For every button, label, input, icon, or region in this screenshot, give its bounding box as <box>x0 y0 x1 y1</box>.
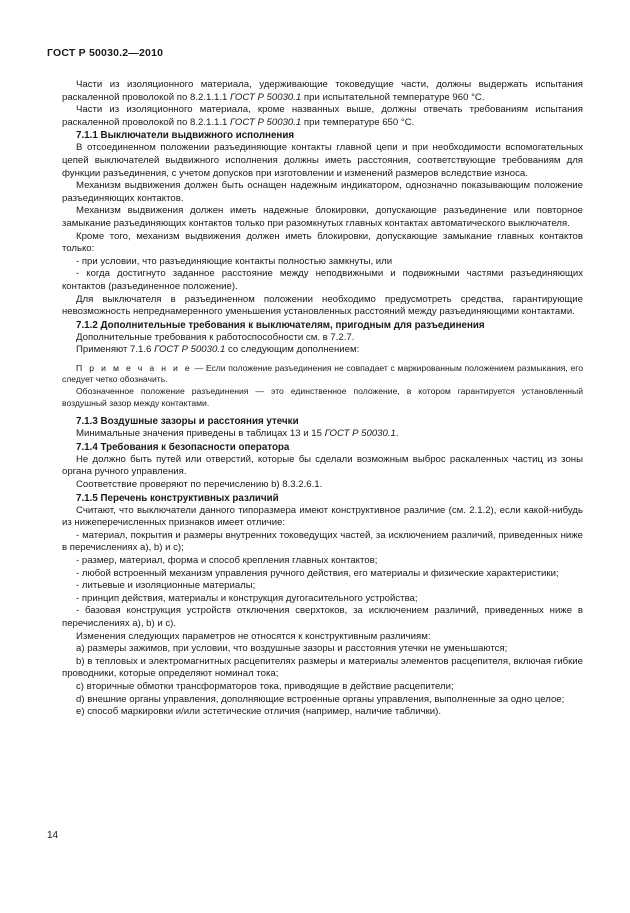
paragraph <box>62 294 583 319</box>
note-block <box>62 363 583 386</box>
paragraph <box>62 643 583 656</box>
text-run: Соответствие проверяют по перечислению b) 8.3.2.6.1. <box>76 479 323 491</box>
section-heading: 7.1.5 Перечень конструктивных различий <box>76 492 279 504</box>
text-run: при температуре 650 °С. <box>301 116 415 128</box>
text-run: Обозначенное положение разъединения — это единственное положение, в котором гарантируется установленный воздушный зазор между контактами. <box>62 386 583 408</box>
section-heading: 7.1.3 Воздушные зазоры и расстояния утечки <box>76 416 299 428</box>
section-heading: 7.1.4 Требования к безопасности оператора <box>76 441 290 453</box>
text-run: Дополнительные требования к работоспособности см. в 7.2.7. <box>76 331 355 343</box>
paragraph <box>62 344 583 357</box>
text-run: со следующим дополнением: <box>225 344 360 356</box>
text-run: Кроме того, механизм выдвижения должен иметь блокировки, допускающие замыкание главных контактов только: <box>62 230 583 255</box>
paragraph <box>62 694 583 707</box>
text-run: Для выключателя в разъединенном положении необходимо предусмотреть средства, гарантирующие невозможность непреднамеренного уменьшения установленных расстояний между разъединяющими контактами. <box>62 293 583 318</box>
text-run: - любой встроенный механизм управления ручного действия, его материалы и физические характеристики; <box>76 567 559 579</box>
standard-reference: ГОСТ Р 50030.1 <box>324 428 396 440</box>
paragraph <box>62 332 583 345</box>
paragraph <box>62 530 583 555</box>
paragraph <box>62 454 583 479</box>
text-run: Механизм выдвижения должен быть оснащен надежным индикатором, однозначно показывающим положение разъединяющих контактов. <box>62 180 583 204</box>
paragraph <box>62 142 583 180</box>
paragraph <box>62 268 583 293</box>
text-run: Механизм выдвижения должен иметь надежные блокировки, допускающие разъединение или повторное замыкание разъединяющих контактов только при разомкнутых главных контактах автоматического выключателя. <box>62 205 583 229</box>
page-header-title: ГОСТ Р 50030.2—2010 <box>47 47 164 59</box>
text-run: - принцип действия, материалы и конструкция дугогасительного устройства; <box>76 592 418 604</box>
standard-reference: ГОСТ Р 50030.1 <box>230 91 302 103</box>
note-block <box>62 386 583 409</box>
text-run: - базовая конструкция устройств отключения сверхтоков, за исключением различий, приведенных ниже в перечислениях а), b) и с). <box>62 605 583 629</box>
paragraph <box>62 605 583 630</box>
note-label: П р и м е ч а н и е <box>76 362 192 373</box>
paragraph <box>62 79 583 104</box>
text-run: Части из изоляционного материала, удерживающие токоведущие части, должны выдержать испытания раскаленной проволокой по 8.2.1.1.1 <box>62 79 583 103</box>
text-run: d) внешние органы управления, дополняющие встроенные органы управления, выполненные за одно целое; <box>76 693 565 705</box>
paragraph <box>62 256 583 269</box>
text-run: Изменения следующих параметров не относятся к конструктивным различиям: <box>76 630 431 642</box>
text-run: — Если положение разъединения не совпадает с маркированным положением размыкания, его следует четко обозначить. <box>62 362 583 385</box>
text-run: Минимальные значения приведены в таблицах 13 и 15 <box>76 428 325 440</box>
paragraph <box>62 180 583 205</box>
paragraph <box>62 681 583 694</box>
text-run: Не должно быть путей или отверстий, которые бы сделали возможным выброс раскаленных частиц из зоны органа ручного управления. <box>62 453 583 478</box>
standard-reference: ГОСТ Р 50030.1 <box>154 344 226 356</box>
paragraph <box>62 104 583 129</box>
text-run: . <box>395 428 399 440</box>
text-run: Считают, что выключатели данного типоразмера имеют конструктивное различие (см. 2.1.2), если какой-нибудь из нижеперечисленных признаков имеет отличие: <box>62 504 583 529</box>
paragraph <box>62 580 583 593</box>
paragraph <box>62 656 583 681</box>
paragraph <box>62 505 583 530</box>
paragraph <box>62 568 583 581</box>
text-run: при испытательной температуре 960 °С. <box>301 91 485 103</box>
paragraph <box>62 593 583 606</box>
section-heading: 7.1.2 Дополнительные требования к выключателям, пригодным для разъединения <box>76 319 485 331</box>
paragraph <box>62 205 583 230</box>
text-run: е) способ маркировки и/или эстетические отличия (например, наличие таблички). <box>76 706 441 718</box>
text-run: с) вторичные обмотки трансформаторов тока, приводящие в действие расцепители; <box>76 680 454 692</box>
paragraph <box>62 479 583 492</box>
page-number: 14 <box>47 830 59 841</box>
document-body <box>62 79 583 719</box>
note-text <box>62 363 583 386</box>
paragraph <box>62 706 583 719</box>
text-run: - когда достигнуто заданное расстояние между неподвижными и подвижными частями разъединяющих контактов (разъединенное положение). <box>62 268 583 292</box>
text-run: - при условии, что разъединяющие контакты полностью замкнуты, или <box>76 255 393 267</box>
paragraph <box>62 428 583 441</box>
text-run: b) в тепловых и электромагнитных расцепителях размеры и материалы элементов расцепителя, включая гибкие проводники, которые определяют номинал тока; <box>62 655 583 680</box>
paragraph <box>62 631 583 644</box>
paragraph <box>62 555 583 568</box>
text-run: Применяют 7.1.6 <box>76 344 155 356</box>
text-run: Части из изоляционного материала, кроме названных выше, должны отвечать требованиям испытания раскаленной проволокой по 8.2.1.1.1 <box>62 104 583 128</box>
text-run: - материал, покрытия и размеры внутренних токоведущих частей, за исключением различий, приведенных ниже в перечислениях а), b) и с); <box>62 529 583 554</box>
section-heading: 7.1.1 Выключатели выдвижного исполнения <box>76 130 295 142</box>
note-text <box>62 386 583 409</box>
text-run: - литьевые и изоляционные материалы; <box>76 580 256 592</box>
standard-reference: ГОСТ Р 50030.1 <box>230 116 302 128</box>
text-run: - размер, материал, форма и способ крепления главных контактов; <box>76 555 378 566</box>
text-run: В отсоединенном положении разъединяющие контакты главной цепи и при необходимости вспомогательных цепей выключателей выдвижного исполнения должны иметь расстояния, соответствующие требованиям для функции разъединения, с учетом допусков при изготовлении и изменений размеров вследствие износа. <box>62 142 583 179</box>
paragraph <box>62 231 583 256</box>
text-run: а) размеры зажимов, при условии, что воздушные зазоры и расстояния утечки не уменьшаются; <box>76 643 508 655</box>
